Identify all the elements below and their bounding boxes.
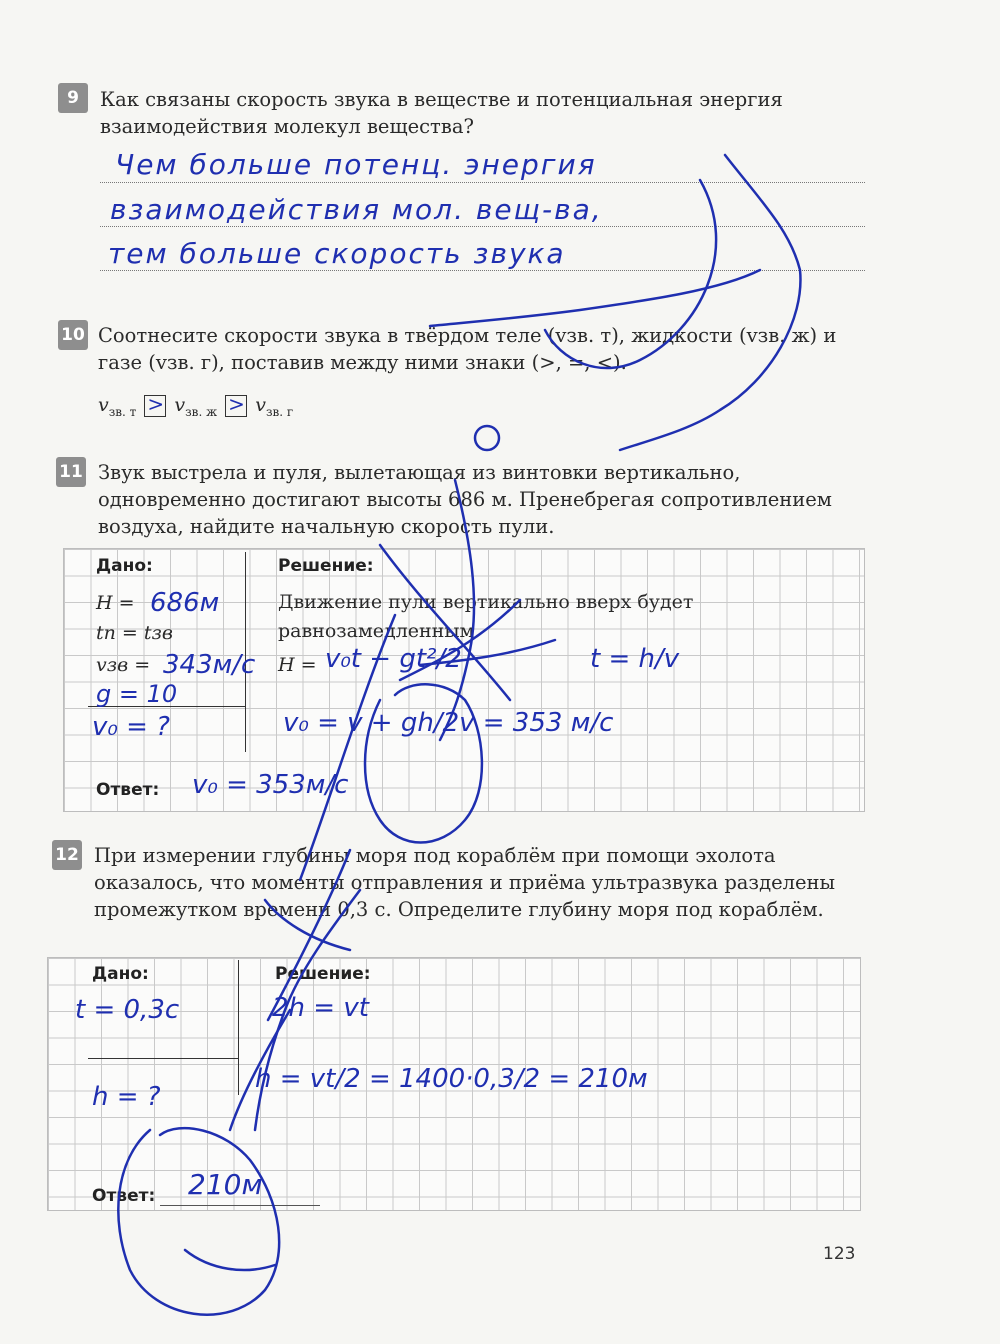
q11-given-v: vзв =: [96, 654, 151, 676]
answer-rule: [100, 270, 865, 271]
q11-given-g: g = 10: [96, 680, 178, 708]
q11-given-H: H =: [96, 592, 135, 614]
answer-rule: [100, 226, 865, 227]
question-9-number: 9: [58, 83, 88, 113]
q11-eq1-label: H =: [278, 654, 317, 676]
q12-sol2: h = vt/2 = 1400·0,3/2 = 210м: [255, 1064, 648, 1094]
question-10-text: Соотнесите скорости звука в твёрдом теле (vзв. т), жидкости (vзв. ж) и газе (vзв. г), поставив между ними знаки (>, =, <).: [98, 324, 837, 374]
q11-solution-text: Движение пули вертикально вверх будет равнозамедленным.: [278, 591, 694, 642]
page-number: 123: [823, 1244, 856, 1264]
q11-reshenie-label: Решение:: [278, 556, 374, 576]
q12-otvet-label: Ответ:: [92, 1186, 156, 1206]
find-divider: [88, 1058, 238, 1059]
q9-answer-line-2: взаимодействия мол. вещ-ва,: [110, 193, 603, 226]
q11-eq1: v₀t − gt²/2: [325, 644, 462, 674]
question-12-text: При измерении глубины моря под кораблём при помощи эхолота оказалось, что моменты отправления и приёма ультразвука разделены промежутком времени 0,3 с. Определите глубину моря под кораблём.: [94, 844, 836, 921]
question-11-number: 11: [56, 457, 86, 487]
answer-rule: [160, 1205, 320, 1206]
dano-divider: [238, 960, 239, 1095]
answer-rule: [100, 182, 865, 183]
question-12-number: 12: [52, 840, 82, 870]
question-9-text: Как связаны скорость звука в веществе и потенциальная энергия взаимодействия молекул вещества?: [100, 88, 783, 138]
q12-answer: 210м: [188, 1168, 263, 1201]
q10-comparison: $v_{зв. т}$ > $v_{зв. ж}$ > $v_{зв. г}$: [98, 392, 294, 419]
q12-sol1: 2h = vt: [272, 993, 369, 1023]
q11-given-v-value: 343м/с: [163, 650, 256, 680]
q11-eq2: v₀ = v + gh/2v = 353 м/с: [283, 708, 614, 738]
q11-given-t: tп = tзв: [96, 622, 173, 644]
q11-given-H-value: 686м: [150, 588, 220, 618]
q9-answer-line-3: тем больше скорость звука: [108, 237, 566, 270]
q11-find: v₀ = ?: [92, 712, 170, 742]
question-10-number: 10: [58, 320, 88, 350]
comparison-box-1[interactable]: >: [144, 395, 166, 417]
question-11-text: Звук выстрела и пуля, вылетающая из винтовки вертикально, одновременно достигают высоты 686 м. Пренебрегая сопротивлением воздуха, найдите начальную скорость пули.: [98, 461, 832, 538]
comparison-box-2[interactable]: >: [225, 395, 247, 417]
q11-answer: v₀ = 353м/с: [192, 770, 349, 800]
q11-eq1-t: t = h/v: [590, 644, 680, 674]
q12-dano-label: Дано:: [92, 964, 149, 984]
q12-find: h = ?: [92, 1082, 161, 1112]
q9-answer-line-1: Чем больше потенц. энергия: [115, 148, 597, 181]
q11-otvet-label: Ответ:: [96, 780, 160, 800]
q12-given: t = 0,3с: [75, 995, 180, 1025]
q12-reshenie-label: Решение:: [275, 964, 371, 984]
q11-dano-label: Дано:: [96, 556, 153, 576]
